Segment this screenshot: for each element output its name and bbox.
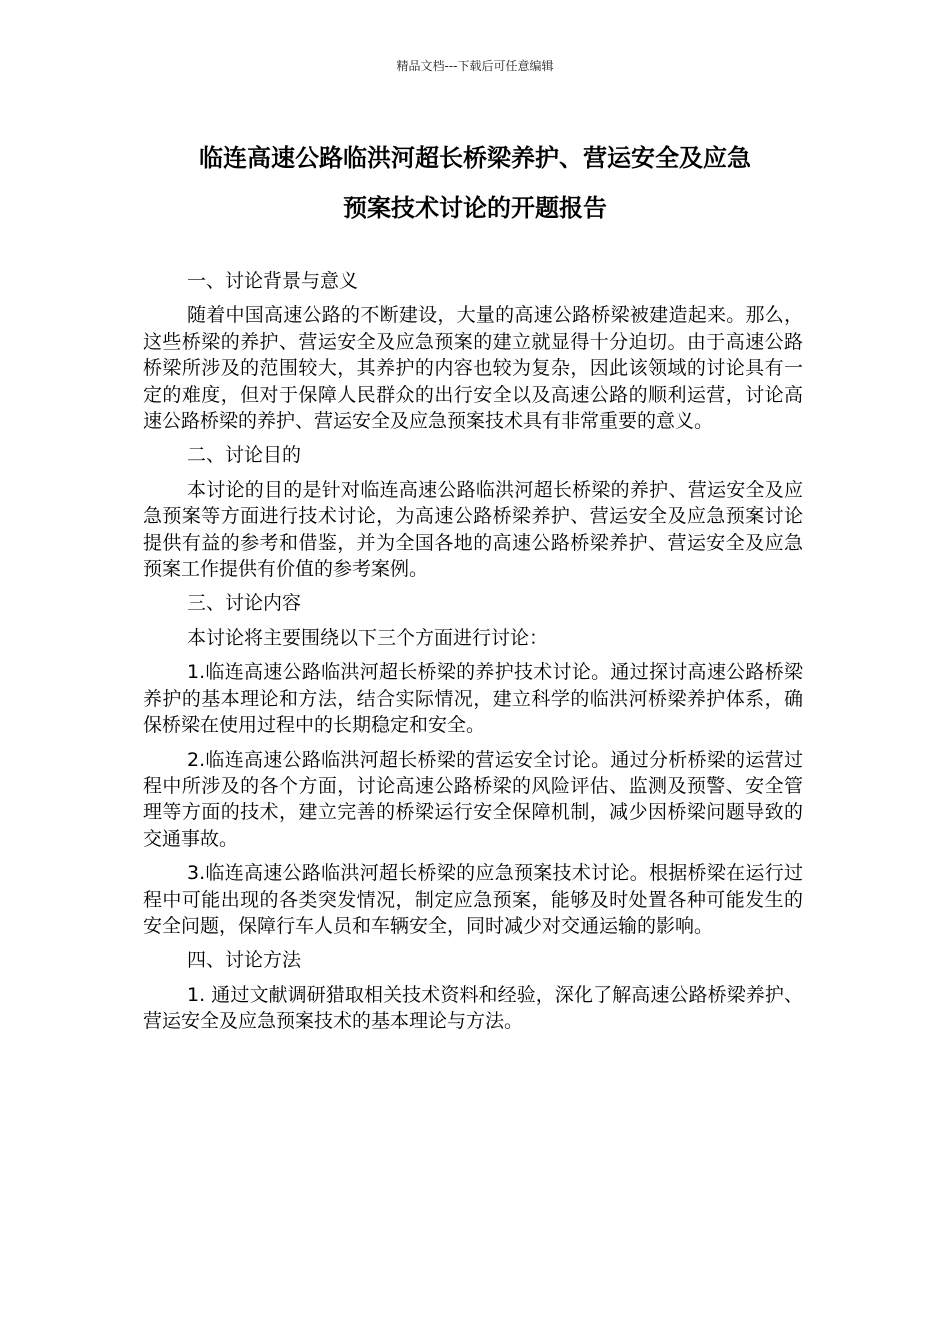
paragraph-purpose: 本讨论的目的是针对临连高速公路临洪河超长桥梁的养护、营运安全及应急预案等方面进行技术讨论，为高速公路桥梁养护、营运安全及应急预案讨论提供有益的参考和借鉴，并为全国各地的高速公路桥梁养护、营运安全及应急预案工作提供有价值的参考案例。 [143,478,803,581]
content-item-2: 2.临连高速公路临洪河超长桥梁的营运安全讨论。通过分析桥梁的运营过程中所涉及的各个方面，讨论高速公路桥梁的风险评估、监测及预警、安全管理等方面的技术，建立完善的桥梁运行安全保障机制，减少因桥梁问题导致的交通事故。 [143,748,803,850]
section-heading-purpose: 二、讨论目的 [187,444,302,467]
section-heading-content: 三、讨论内容 [187,592,302,615]
document-body [143,268,803,1043]
method-item-1: 1. 通过文献调研猎取相关技术资料和经验，深化了解高速公路桥梁养护、营运安全及应急预案技术的基本理论与方法。 [143,983,803,1033]
content-item-3: 3.临连高速公路临洪河超长桥梁的应急预案技术讨论。根据桥梁在运行过程中可能出现的各类突发情况，制定应急预案，能够及时处置各种可能发生的安全问题，保障行车人员和车辆安全，同时减少对交通运输的影响。 [143,862,803,937]
header-note: 精品文档---下载后可任意编辑 [396,59,554,73]
title-line-2: 预案技术讨论的开题报告 [343,194,607,222]
section-heading-method: 四、讨论方法 [187,949,302,972]
paragraph-background: 随着中国高速公路的不断建设，大量的高速公路桥梁被建造起来。那么，这些桥梁的养护、营运安全及应急预案的建立就显得十分迫切。由于高速公路桥梁所涉及的范围较大，其养护的内容也较为复杂，因此该领域的讨论具有一定的难度，但对于保障人民群众的出行安全以及高速公路的顺利运营，讨论高速公路桥梁的养护、营运安全及应急预案技术具有非常重要的意义。 [143,304,803,433]
content-item-1: 1.临连高速公路临洪河超长桥梁的养护技术讨论。通过探讨高速公路桥梁养护的基本理论和方法，结合实际情况，建立科学的临洪河桥梁养护体系，确保桥梁在使用过程中的长期稳定和安全。 [143,661,803,737]
document-title [130,133,820,233]
paragraph-content-intro: 本讨论将主要围绕以下三个方面进行讨论： [187,626,549,649]
section-heading-background: 一、讨论背景与意义 [187,270,359,292]
title-line-1: 临连高速公路临洪河超长桥梁养护、营运安全及应急 [199,144,751,172]
